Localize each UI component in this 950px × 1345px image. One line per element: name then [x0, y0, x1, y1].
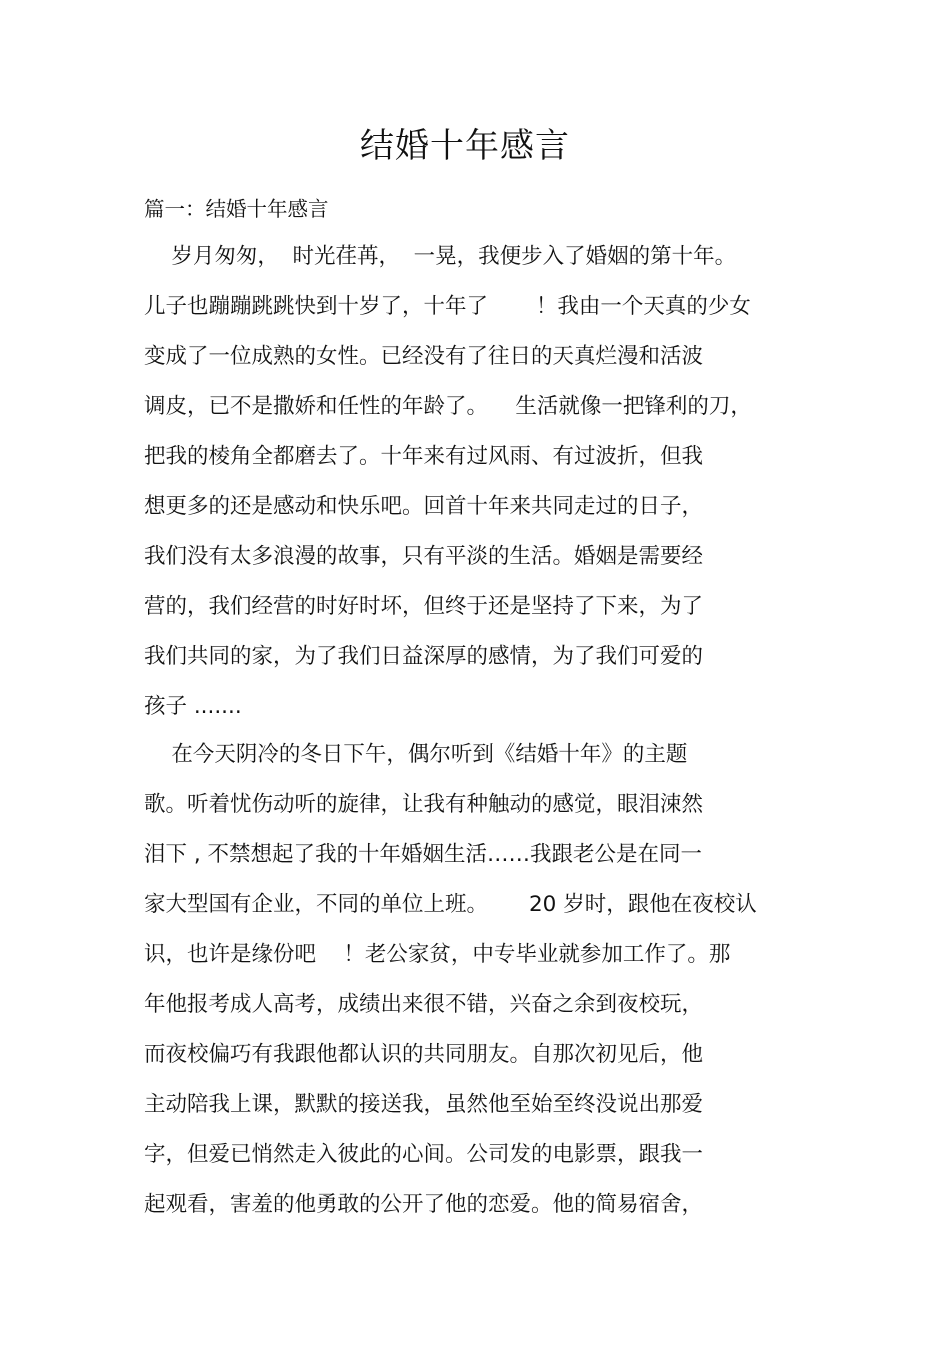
paragraph-line: 字，但爱已悄然走入彼此的心间。公司发的电影票，跟我一 [144, 1142, 704, 1167]
paragraph-line: 我们共同的家，为了我们日益深厚的感情，为了我们可爱的 [144, 644, 704, 669]
paragraph-line: 我们没有太多浪漫的故事，只有平淡的生活。婚姻是需要经 [144, 544, 704, 569]
paragraph-line: 孩子 ....... [144, 694, 242, 719]
paragraph-line: 主动陪我上课，默默的接送我，虽然他至始至终没说出那爱 [144, 1092, 704, 1117]
paragraph-line: 变成了一位成熟的女性。已经没有了往日的天真烂漫和活波 [144, 344, 704, 369]
document-title: 结婚十年感言 [360, 126, 570, 166]
paragraph-line: 识，也许是缘份吧 ！老公家贫，中专毕业就参加工作了。那 [144, 942, 731, 967]
paragraph-line: 把我的棱角全都磨去了。十年来有过风雨、有过波折，但我 [144, 444, 704, 469]
section-heading: 篇一：结婚十年感言 [144, 197, 329, 221]
paragraph-line: 家大型国有企业，不同的单位上班。 20 岁时，跟他在夜校认 [144, 892, 757, 917]
paragraph-line: 岁月匆匆， 时光荏苒， 一晃，我便步入了婚姻的第十年。 [144, 244, 737, 269]
paragraph-line: 年他报考成人高考，成绩出来很不错，兴奋之余到夜校玩， [144, 992, 704, 1017]
paragraph-line: 泪下 , 不禁想起了我的十年婚姻生活……我跟老公是在同一 [144, 842, 703, 867]
paragraph-line: 营的，我们经营的时好时坏，但终于还是坚持了下来，为了 [144, 594, 704, 619]
paragraph-line: 而夜校偏巧有我跟他都认识的共同朋友。自那次初见后，他 [144, 1042, 704, 1067]
paragraph-line: 在今天阴冷的冬日下午，偶尔听到《结婚十年》的主题 [144, 742, 688, 767]
paragraph-line: 调皮，已不是撒娇和任性的年龄了。 生活就像一把锋利的刀， [144, 394, 752, 419]
paragraph-line: 想更多的还是感动和快乐吧。回首十年来共同走过的日子， [144, 494, 704, 519]
paragraph-line: 儿子也蹦蹦跳跳快到十岁了，十年了 ！我由一个天真的少女 [144, 294, 751, 319]
paragraph-line: 起观看，害羞的他勇敢的公开了他的恋爱。他的简易宿舍， [144, 1192, 704, 1217]
paragraph-line: 歌。听着忧伤动听的旋律，让我有种触动的感觉，眼泪涑然 [144, 792, 704, 817]
